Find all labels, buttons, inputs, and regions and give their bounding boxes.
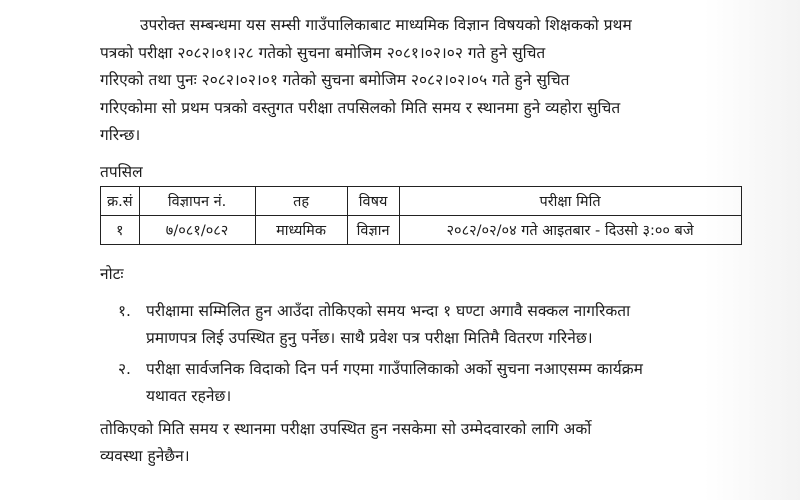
intro-line: पत्रको परीक्षा २०८२।०१।२८ गतेको सुचना बमोजिम २०८१।०२।०२ गते हुने सुचित — [100, 43, 546, 62]
closing-line: तोकिएको मिति समय र स्थानमा परीक्षा उपस्थित हुन नसकेमा सो उम्मेदवारको लागि अर्को — [100, 420, 592, 438]
cell-level: माध्यमिक — [255, 216, 347, 245]
header-serial: क्र.सं — [101, 187, 140, 216]
intro-line: गरिएको तथा पुनः २०८२।०२।०१ गतेको सुचना बमोजिम २०८२।०२।०५ गते हुने सुचित — [100, 71, 570, 89]
cell-advertisement-no: ७/०८१/०८२ — [139, 216, 255, 245]
table-row — [101, 216, 742, 245]
note-number: २. — [118, 360, 131, 378]
note-text — [146, 356, 738, 410]
cell-serial: १ — [101, 216, 140, 245]
cell-subject: विज्ञान — [347, 216, 399, 245]
cell-exam-date: २०८२/०२/०४ गते आइतबार - दिउसो ३:०० बजे — [399, 216, 741, 245]
header-subject: विषय — [347, 187, 399, 216]
note-line: परीक्षा सार्वजनिक विदाको दिन पर्न गएमा गाउँपालिकाको अर्को सुचना नआएसम्म कार्यक्रम — [146, 360, 643, 378]
intro-line: उपरोक्त सम्बन्धमा यस सम्सी गाउँपालिकाबाट माध्यमिक विज्ञान विषयको शिक्षकको प्रथम — [140, 16, 632, 34]
closing-paragraph — [100, 416, 740, 470]
header-advertisement-no: विज्ञापन नं. — [139, 187, 255, 216]
intro-paragraph — [100, 12, 740, 150]
schedule-label: तपसिल — [100, 163, 143, 181]
notes-list — [118, 298, 738, 414]
notes-label: नोटः — [100, 265, 124, 283]
note-text — [146, 298, 738, 352]
note-item — [118, 298, 738, 352]
header-level: तह — [255, 187, 347, 216]
table-header-row — [101, 187, 742, 216]
intro-line: गरिएकोमा सो प्रथम पत्रको वस्तुगत परीक्षा तपसिलको मिति समय र स्थानमा हुने व्यहोरा सुचित — [100, 98, 621, 117]
intro-line: गरिन्छ। — [100, 126, 141, 144]
note-line: परीक्षामा सम्मिलित हुन आउँदा तोकिएको समय भन्दा १ घण्टा अगावै सक्कल नागरिकता — [146, 302, 631, 320]
header-exam-date: परीक्षा मिति — [399, 187, 741, 216]
closing-line: व्यवस्था हुनेछैन। — [100, 447, 190, 465]
note-line: प्रमाणपत्र लिई उपस्थित हुनु पर्नेछ। साथै प्रवेश पत्र परीक्षा मितिमै वितरण गरिनेछ। — [146, 329, 593, 347]
note-line: यथावत रहनेछ। — [146, 387, 232, 405]
note-number: १. — [118, 302, 131, 320]
note-item — [118, 356, 738, 410]
exam-schedule-table — [100, 186, 742, 245]
